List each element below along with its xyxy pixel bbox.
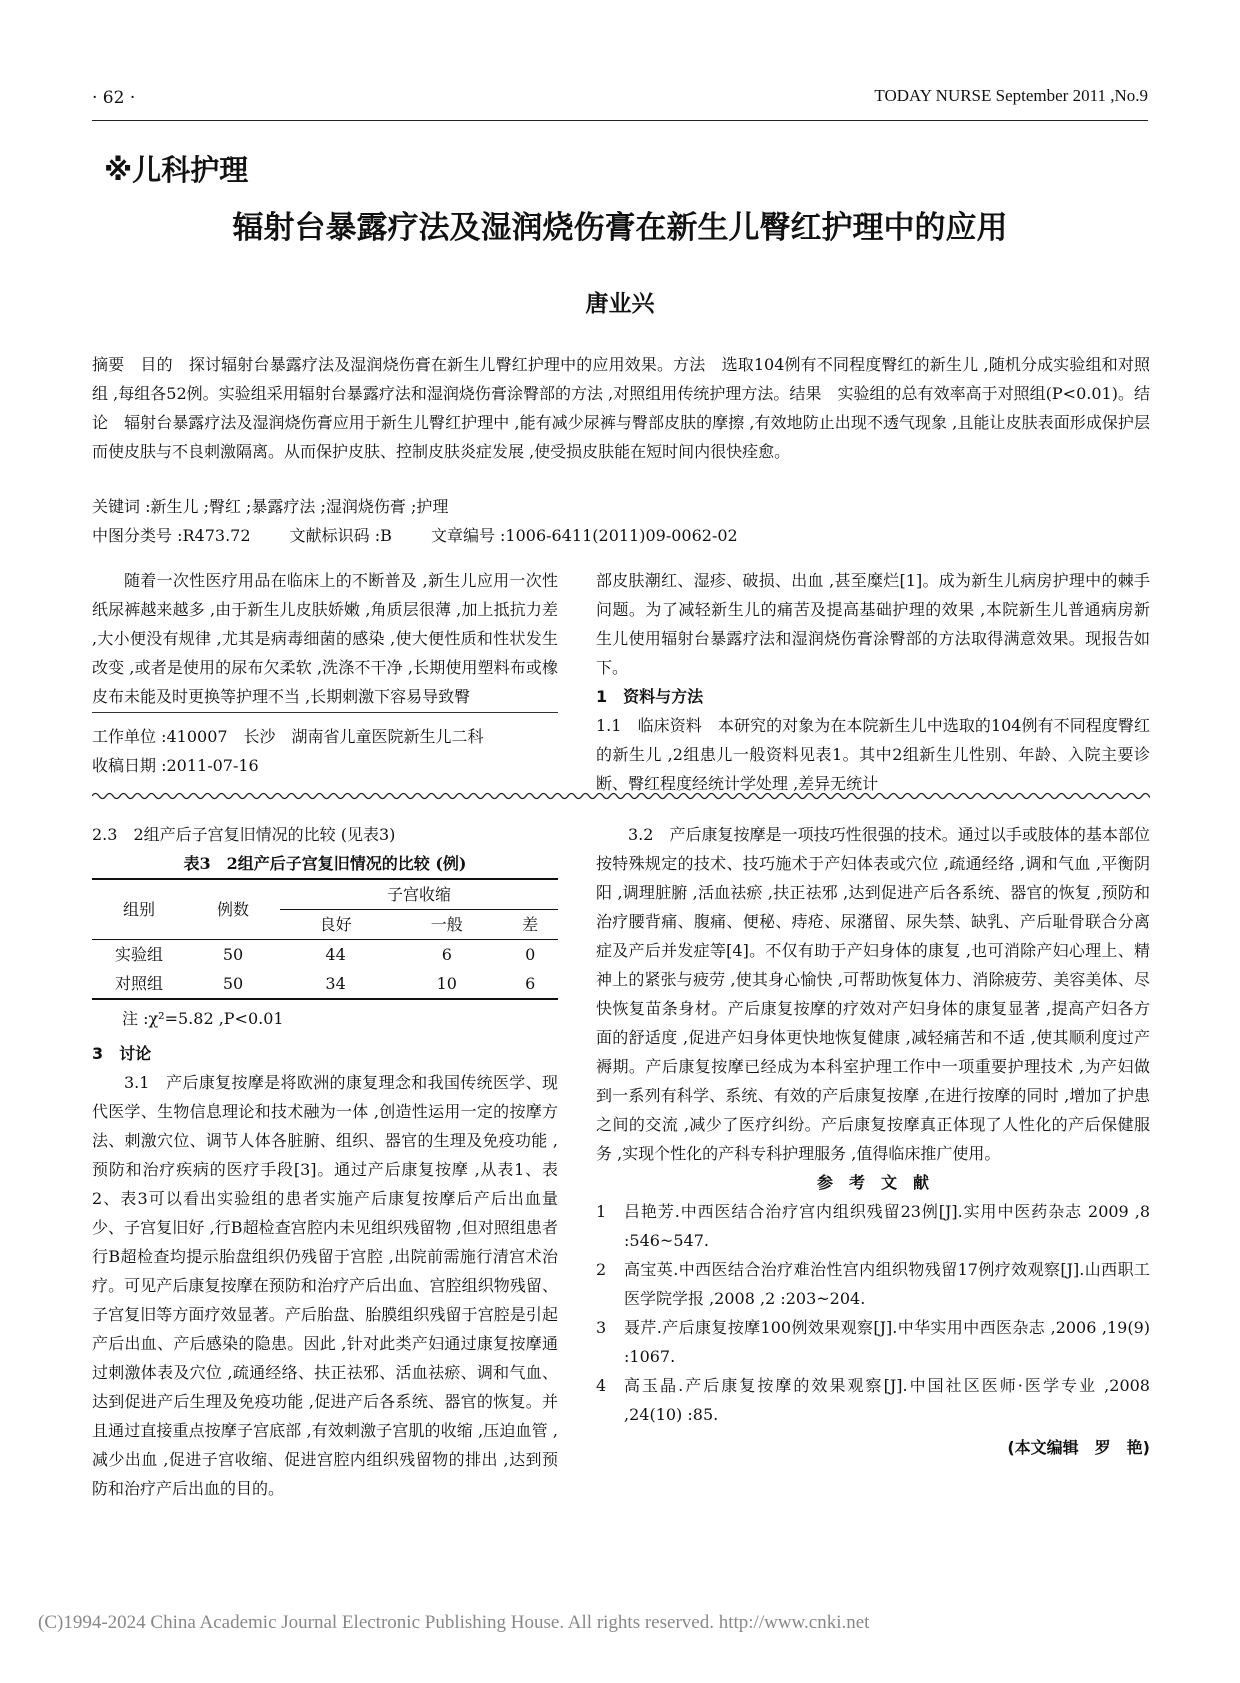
intro-continued: 部皮肤潮红、湿疹、破损、出血 ,甚至糜烂[1]。成为新生儿病房护理中的棘手问题。为了减轻新生儿的痛苦及提高基础护理的效果 ,本院新生儿普通病房新生儿使用辐射台暴露疗法和湿润烧伤膏涂臀部的方法取得满意效果。现报告如下。 xyxy=(596,571,1150,677)
table-row: 对照组 50 34 10 6 xyxy=(92,969,558,999)
col-header-good: 良好 xyxy=(280,910,391,940)
table-3 xyxy=(92,878,558,1000)
clc-code: 中图分类号 :R473.72 xyxy=(92,526,251,545)
section-label: ※儿科护理 xyxy=(104,153,249,187)
article-number: 文章编号 :1006-6411(2011)09-0062-02 xyxy=(430,526,738,545)
section-3-2: 3.2 产后康复按摩是一项技巧性很强的技术。通过以手或肢体的基本部位按特殊规定的技术、技巧施术于产妇体表或穴位 ,疏通经络 ,调和气血 ,平衡阴阳 ,调理脏腑 ,活血祛瘀 ,扶正祛邪 ,达到促进产后各系统、器官的恢复 ,预防和治疗腰背痛、腹痛、便秘、痔疮、尿潴留、尿失禁、缺乳、产后耻骨联合分离症及产后并发症等[4]。不仅有助于产妇身体的康复 ,也可消除产妇心理上、精神上的紧张与疲劳 ,使其身心愉快 ,可帮助恢复体力、消除疲劳、美容美体、尽快恢复苗条身材。产后康复按摩的疗效对产妇身体的康复显著 ,提高产妇各方面的舒适度 ,促进产妇身体更快地恢复健康 ,减轻痛苦和不适 ,使其顺利度过产褥期。产后康复按摩已经成为本科室护理工作中一项重要护理技术 ,为产妇做到一系列有科学、系统、有效的产后康复按摩 ,在进行按摩的同时 ,增加了护患之间的交流 ,减少了医疗纠纷。产后康复按摩真正体现了人性化的产后保健服务 ,实现个性化的产科专科护理服务 ,值得临床推广使用。 xyxy=(596,825,1150,1163)
journal-header: TODAY NURSE September 2011 ,No.9 xyxy=(874,86,1148,105)
section-3-1: 3.1 产后康复按摩是将欧洲的康复理念和我国传统医学、现代医学、生物信息理论和技术融为一体 ,创造性运用一定的按摩方法、刺激穴位、调节人体各脏腑、组织、器官的生理及免疫功能 ,预防和治疗疾病的医疗手段[3]。通过产后康复按摩 ,从表1、表2、表3可以看出实验组的患者实施产后康复按摩后产后出血量少、子宫复旧好 ,行B超检查宫腔内未见组织残留物 ,但对照组患者行B超检查均提示胎盘组织仍残留于宫腔 ,出院前需施行清宫术治疗。可见产后康复按摩在预防和治疗产后出血、宫腔组织物残留、子宫复旧等方面疗效显著。产后胎盘、胎膜组织残留于宫腔是引起产后出血、产后感染的隐患。因此 ,针对此类产妇通过康复按摩通过刺激体表及穴位 ,疏通经络、扶正祛邪、活血祛瘀、调和气血、达到促进产后生理及免疫功能 ,促进产后各系统、器官的恢复。并且通过直接重点按摩子宫底部 ,有效刺激子宫肌的收缩 ,压迫血管 ,减少出血 ,促进子宫收缩、促进宫腔内组织残留物的排出 ,达到预防和治疗产后出血的目的。 xyxy=(92,1073,558,1498)
work-unit: 工作单位 :410007 长沙 湖南省儿童医院新生儿二科 xyxy=(92,727,484,746)
intro-paragraph: 随着一次性医疗用品在临床上的不断普及 ,新生儿应用一次性纸尿裤越来越多 ,由于新生儿皮肤娇嫩 ,角质层很薄 ,加上抵抗力差 ,大小便没有规律 ,尤其是病毒细菌的感染 ,使大便性质和性状发生改变 ,或者是使用的尿布欠柔软 ,洗涤不干净 ,长期使用塑料布或橡皮布未能及时更换等护理不当 ,长期刺激下容易导致臀 xyxy=(92,571,558,706)
section-1-heading: 1 资料与方法 xyxy=(596,687,704,706)
col-header-count: 例数 xyxy=(186,879,280,940)
col-header-group: 组别 xyxy=(92,879,186,940)
list-item: 3 聂芹.产后康复按摩100例效果观察[J].中华实用中西医杂志 ,2006 ,19(9) :1067. xyxy=(596,1318,1150,1366)
article-title: 辐射台暴露疗法及湿润烧伤膏在新生儿臀红护理中的应用 xyxy=(232,210,1008,246)
received-date: 收稿日期 :2011-07-16 xyxy=(92,756,259,775)
footnote-rule xyxy=(92,712,558,713)
intro-right-column xyxy=(596,566,1150,798)
classification xyxy=(92,523,772,546)
section-1-1: 1.1 临床资料 本研究的对象为在本院新生儿中选取的104例有不同程度臀红的新生儿 ,2组患儿一般资料见表1。其中2组新生儿性别、年龄、入院主要诊断、臀红程度经统计学处理 ,差异无统计 xyxy=(596,716,1150,793)
section-3-heading: 3 讨论 xyxy=(92,1044,152,1063)
author: 唐业兴 xyxy=(585,291,655,317)
lower-right-column xyxy=(596,820,1150,1462)
footnote xyxy=(92,722,558,780)
abstract: 摘要 目的 探讨辐射台暴露疗法及湿润烧伤膏在新生儿臀红护理中的应用效果。方法 选取104例有不同程度臀红的新生儿 ,随机分成实验组和对照组 ,每组各52例。实验组采用辐射台暴露疗法和湿润烧伤膏涂臀部的方法 ,对照组用传统护理方法。结果 实验组的总有效率高于对照组(P<0.01)。结论 辐射台暴露疗法及湿润烧伤膏应用于新生儿臀红护理中 ,能有减少尿裤与臀部皮肤的摩擦 ,有效地防止出现不透气现象 ,且能让皮肤表面形成保护层而使皮肤与不良刺激隔离。从而保护皮肤、控制皮肤炎症发展 ,使受损皮肤能在短时间内很快痊愈。 xyxy=(92,355,1150,461)
reference-list xyxy=(596,1197,1150,1429)
references-heading: 参 考 文 献 xyxy=(816,1173,929,1192)
col-header-poor: 差 xyxy=(502,910,558,940)
list-item: 4 高玉晶.产后康复按摩的效果观察[J].中国社区医师·医学专业 ,2008 ,24(10) :85. xyxy=(596,1376,1150,1424)
header-rule xyxy=(92,120,1148,121)
intro-left-column xyxy=(92,566,558,711)
col-header-fair: 一般 xyxy=(391,910,502,940)
section-2-3-heading: 2.3 2组产后子宫复旧情况的比较 (见表3) xyxy=(92,825,396,844)
editor-note: (本文编辑 罗 艳) xyxy=(1007,1438,1150,1457)
list-item: 1 吕艳芳.中西医结合治疗宫内组织残留23例[J].实用中医药杂志 2009 ,8 :546~547. xyxy=(596,1202,1150,1250)
col-header-uterine: 子宫收缩 xyxy=(280,879,558,910)
wavy-separator xyxy=(92,790,1150,802)
page-number: · 62 · xyxy=(92,88,136,108)
copyright-footer: (C)1994-2024 China Academic Journal Electronic Publishing House. All rights reserved. http://www.cnki.net xyxy=(38,1612,870,1633)
table-note: 注 :χ²=5.82 ,P<0.01 xyxy=(122,1009,284,1028)
table-caption: 表3 2组产后子宫复旧情况的比较 (例) xyxy=(183,854,467,873)
keywords: 关键词 :新生儿 ;臀红 ;暴露疗法 ;湿润烧伤膏 ;护理 xyxy=(92,497,449,516)
list-item: 2 高宝英.中西医结合治疗难治性宫内组织物残留17例疗效观察[J].山西职工医学院学报 ,2008 ,2 :203~204. xyxy=(596,1260,1150,1308)
table-row: 实验组 50 44 6 0 xyxy=(114,945,536,964)
doc-code: 文献标识码 :B xyxy=(289,526,392,545)
lower-left-column xyxy=(92,820,558,1503)
